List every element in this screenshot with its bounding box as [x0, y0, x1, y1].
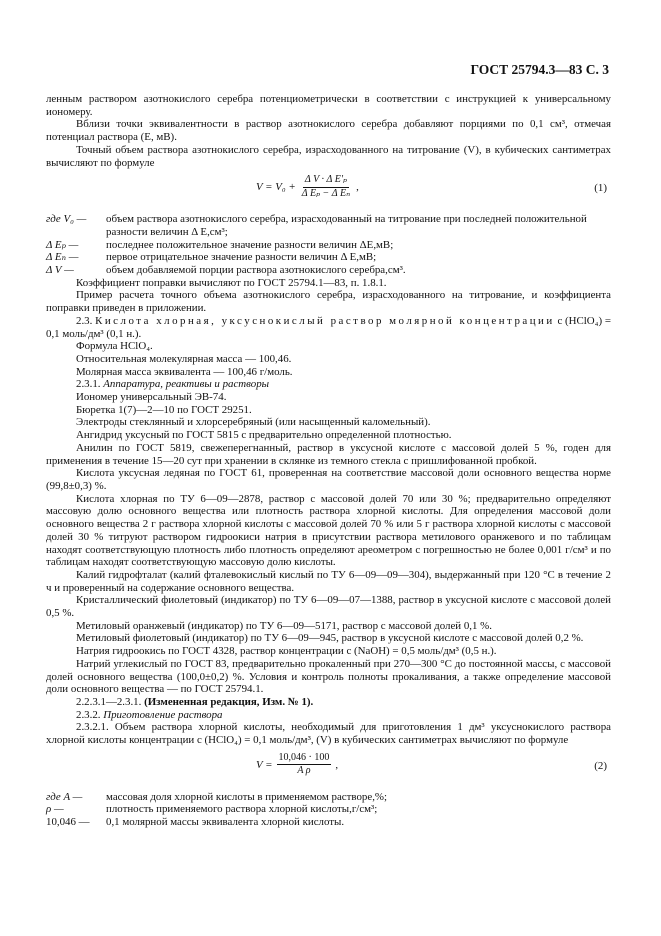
paragraph: Натрий углекислый по ГОСТ 83, предварительно прокаленный при 270—300 °С до постоянной массы, с массовой долей основного вещества (100,0±0,2) %. Условия и контроль полноты прокаливания, а также определение массовой доли основного вещества — по ГОСТ 25794.1. [46, 657, 611, 696]
paragraph: 2.3.2.1. Объем раствора хлорной кислоты, необходимый для приготовления 1 дм³ уксуснокислого раствора хлорной кислоты концентрации с (HClO₄) = 0,1 моль/дм³, (V) в кубических сантиметрах вычисляют по формуле [46, 721, 611, 747]
equation-number: (1) [594, 182, 607, 195]
paragraph: Иономер универсальный ЭВ-74. [76, 391, 227, 404]
equation-2 [46, 750, 611, 788]
paragraph: Вблизи точки эквивалентности в раствор азотнокислого серебра добавляют порциями по 0,1 см³, отмечая потенциал раствора (E, мВ). [46, 118, 611, 144]
def-value: объем раствора азотнокислого серебра, израсходованный на титрование при последней положительной разности величин Δ E,см³; [106, 213, 587, 238]
equation-lhs: V = [256, 758, 273, 771]
paragraph: Ангидрид уксусный по ГОСТ 5815 с предварительно определенной плотностью. [76, 429, 452, 442]
def-key: ρ — [46, 803, 64, 816]
fraction-denominator: A ρ [297, 765, 311, 777]
def-value: объем добавляемой порции раствора азотнокислого серебра,см³. [106, 264, 406, 277]
subsection-number: 2.3.2. [76, 708, 101, 721]
paragraph: Кристаллический фиолетовый (индикатор) по ТУ 6—09—07—1388, раствор в уксусной кислоте с массовой долей 0,5 %. [46, 594, 611, 620]
def-key: 10,046 — [46, 816, 90, 829]
subsection-2-3-1 [46, 378, 611, 391]
section-number: 2.3. [76, 314, 93, 327]
subsection-title: Приготовление раствора [103, 708, 223, 721]
def-value: плотность применяемого раствора хлорной кислоты,г/см³; [106, 803, 378, 816]
subsection-number: 2.3.1. [76, 378, 101, 391]
def-key: Δ Eₚ — [46, 238, 79, 251]
paragraph: Относительная молекулярная масса — 100,46. [76, 352, 292, 365]
paragraph: Бюретка 1(7)—2—10 по ГОСТ 29251. [76, 403, 252, 416]
equation-tail: , [356, 181, 359, 194]
equation-fraction [277, 752, 332, 778]
paragraph: Натрия гидроокись по ГОСТ 4328, раствор концентрации с (NaOH) = 0,5 моль/дм³ (0,5 н.). [76, 645, 497, 658]
amendment-label: (Измененная редакция, Изм. № 1). [144, 695, 314, 708]
def-key: где V₀ — [46, 213, 87, 226]
paragraph: Пример расчета точного объема азотнокислого серебра, израсходованного на титрование, и коэффициента поправки приведен в приложении. [46, 289, 611, 315]
subsection-2-3-2 [46, 709, 611, 722]
section-concentration: с (HClO₄) = 0,1 моль/дм³ (0,1 н.). [46, 314, 611, 340]
def-key: где A — [46, 790, 83, 803]
page-header: ГОСТ 25794.3—83 С. 3 [470, 62, 609, 77]
equation-number: (2) [594, 759, 607, 772]
definitions-1 [46, 213, 611, 277]
paragraph: Калий гидрофталат (калий фталевокислый кислый по ТУ 6—09—09—304), выдержанный при 120 °С в течение 2 ч и проверенный на содержание основного вещества. [46, 568, 611, 594]
fraction-denominator: Δ Eₚ − Δ Eₙ [301, 187, 351, 199]
subsection-title: Аппаратура, реактивы и растворы [103, 378, 270, 391]
equation-lhs: V = V₀ + [256, 181, 296, 194]
equation-fraction [300, 174, 352, 200]
document-body [46, 93, 611, 829]
def-value: первое отрицательное значение разности величин Δ E,мВ; [106, 251, 377, 264]
section-title: Кислота хлорная, уксуснокислый раствор молярной концентрации [95, 314, 555, 327]
definitions-2 [46, 791, 611, 829]
paragraph: Анилин по ГОСТ 5819, свежеперегнанный, раствор в уксусной кислоте с массовой долей 5 %, годен для применения в течение 15—20 сут при хранении в склянке из темного стекла с пришлифованной пробкой. [46, 441, 611, 467]
def-value: массовая доля хлорной кислоты в применяемом растворе,%; [106, 790, 388, 803]
paragraph: ленным раствором азотнокислого серебра потенциометрически в соответствии с инструкцией к универсальному иономеру. [46, 93, 611, 118]
paragraph: Электроды стеклянный и хлорсеребряный (или насыщенный каломельный). [76, 416, 431, 429]
amendment-note [46, 696, 611, 709]
paragraph: Формула HClO₄. [76, 340, 153, 353]
fraction-numerator: 10,046 · 100 [277, 752, 332, 766]
fraction-numerator: Δ V · Δ E′ₚ [303, 174, 349, 188]
amendment-range: 2.2.3.1—2.3.1. [76, 695, 142, 708]
paragraph: Метиловый фиолетовый (индикатор) по ТУ 6—09—945, раствор в уксусной кислоте с массовой долей 0,2 %. [76, 632, 584, 645]
paragraph: Точный объем раствора азотнокислого серебра, израсходованного на титрование (V), в кубических сантиметрах вычисляют по формуле [46, 143, 611, 169]
paragraph: Кислота уксусная ледяная по ГОСТ 61, проверенная на соответствие массовой доли основного вещества норме (99,8±0,3) %. [46, 467, 611, 492]
section-2-3 [46, 315, 611, 340]
equation-1 [46, 172, 611, 210]
equation-tail: , [335, 758, 339, 771]
paragraph: Кислота хлорная по ТУ 6—09—2878, раствор с массовой долей 70 или 30 %; предварительно определяют массовую долю основного вещества или плотность раствора хлорной кислоты. Для определения массовой доли основного вещества 2 г раствора хлорной кислоты с массовой долей 70 % или 5 г раствора хлорной кислоты с массовой долей 30 % титруют раствором гидроокиси натрия в присутствии раствора метилового оранжевого и по таблицам находят соответствующую плотность либо плотность определяют ареометром с погрешностью не более 0,001 г/см³ и по таблицам находят соответствующую массовую долю кислоты. [46, 492, 611, 569]
def-value: последнее положительное значение разности величин ΔE,мВ; [106, 238, 394, 251]
paragraph: Коэффициент поправки вычисляют по ГОСТ 25794.1—83, п. 1.8.1. [76, 276, 387, 289]
def-key: Δ V — [46, 264, 74, 277]
paragraph: Метиловый оранжевый (индикатор) по ТУ 6—09—5171, раствор с массовой долей 0,1 %. [76, 619, 492, 632]
paragraph: Молярная масса эквивалента — 100,46 г/моль. [76, 365, 293, 378]
def-key: Δ Eₙ — [46, 251, 79, 264]
def-value: 0,1 молярной массы эквивалента хлорной кислоты. [106, 816, 345, 829]
